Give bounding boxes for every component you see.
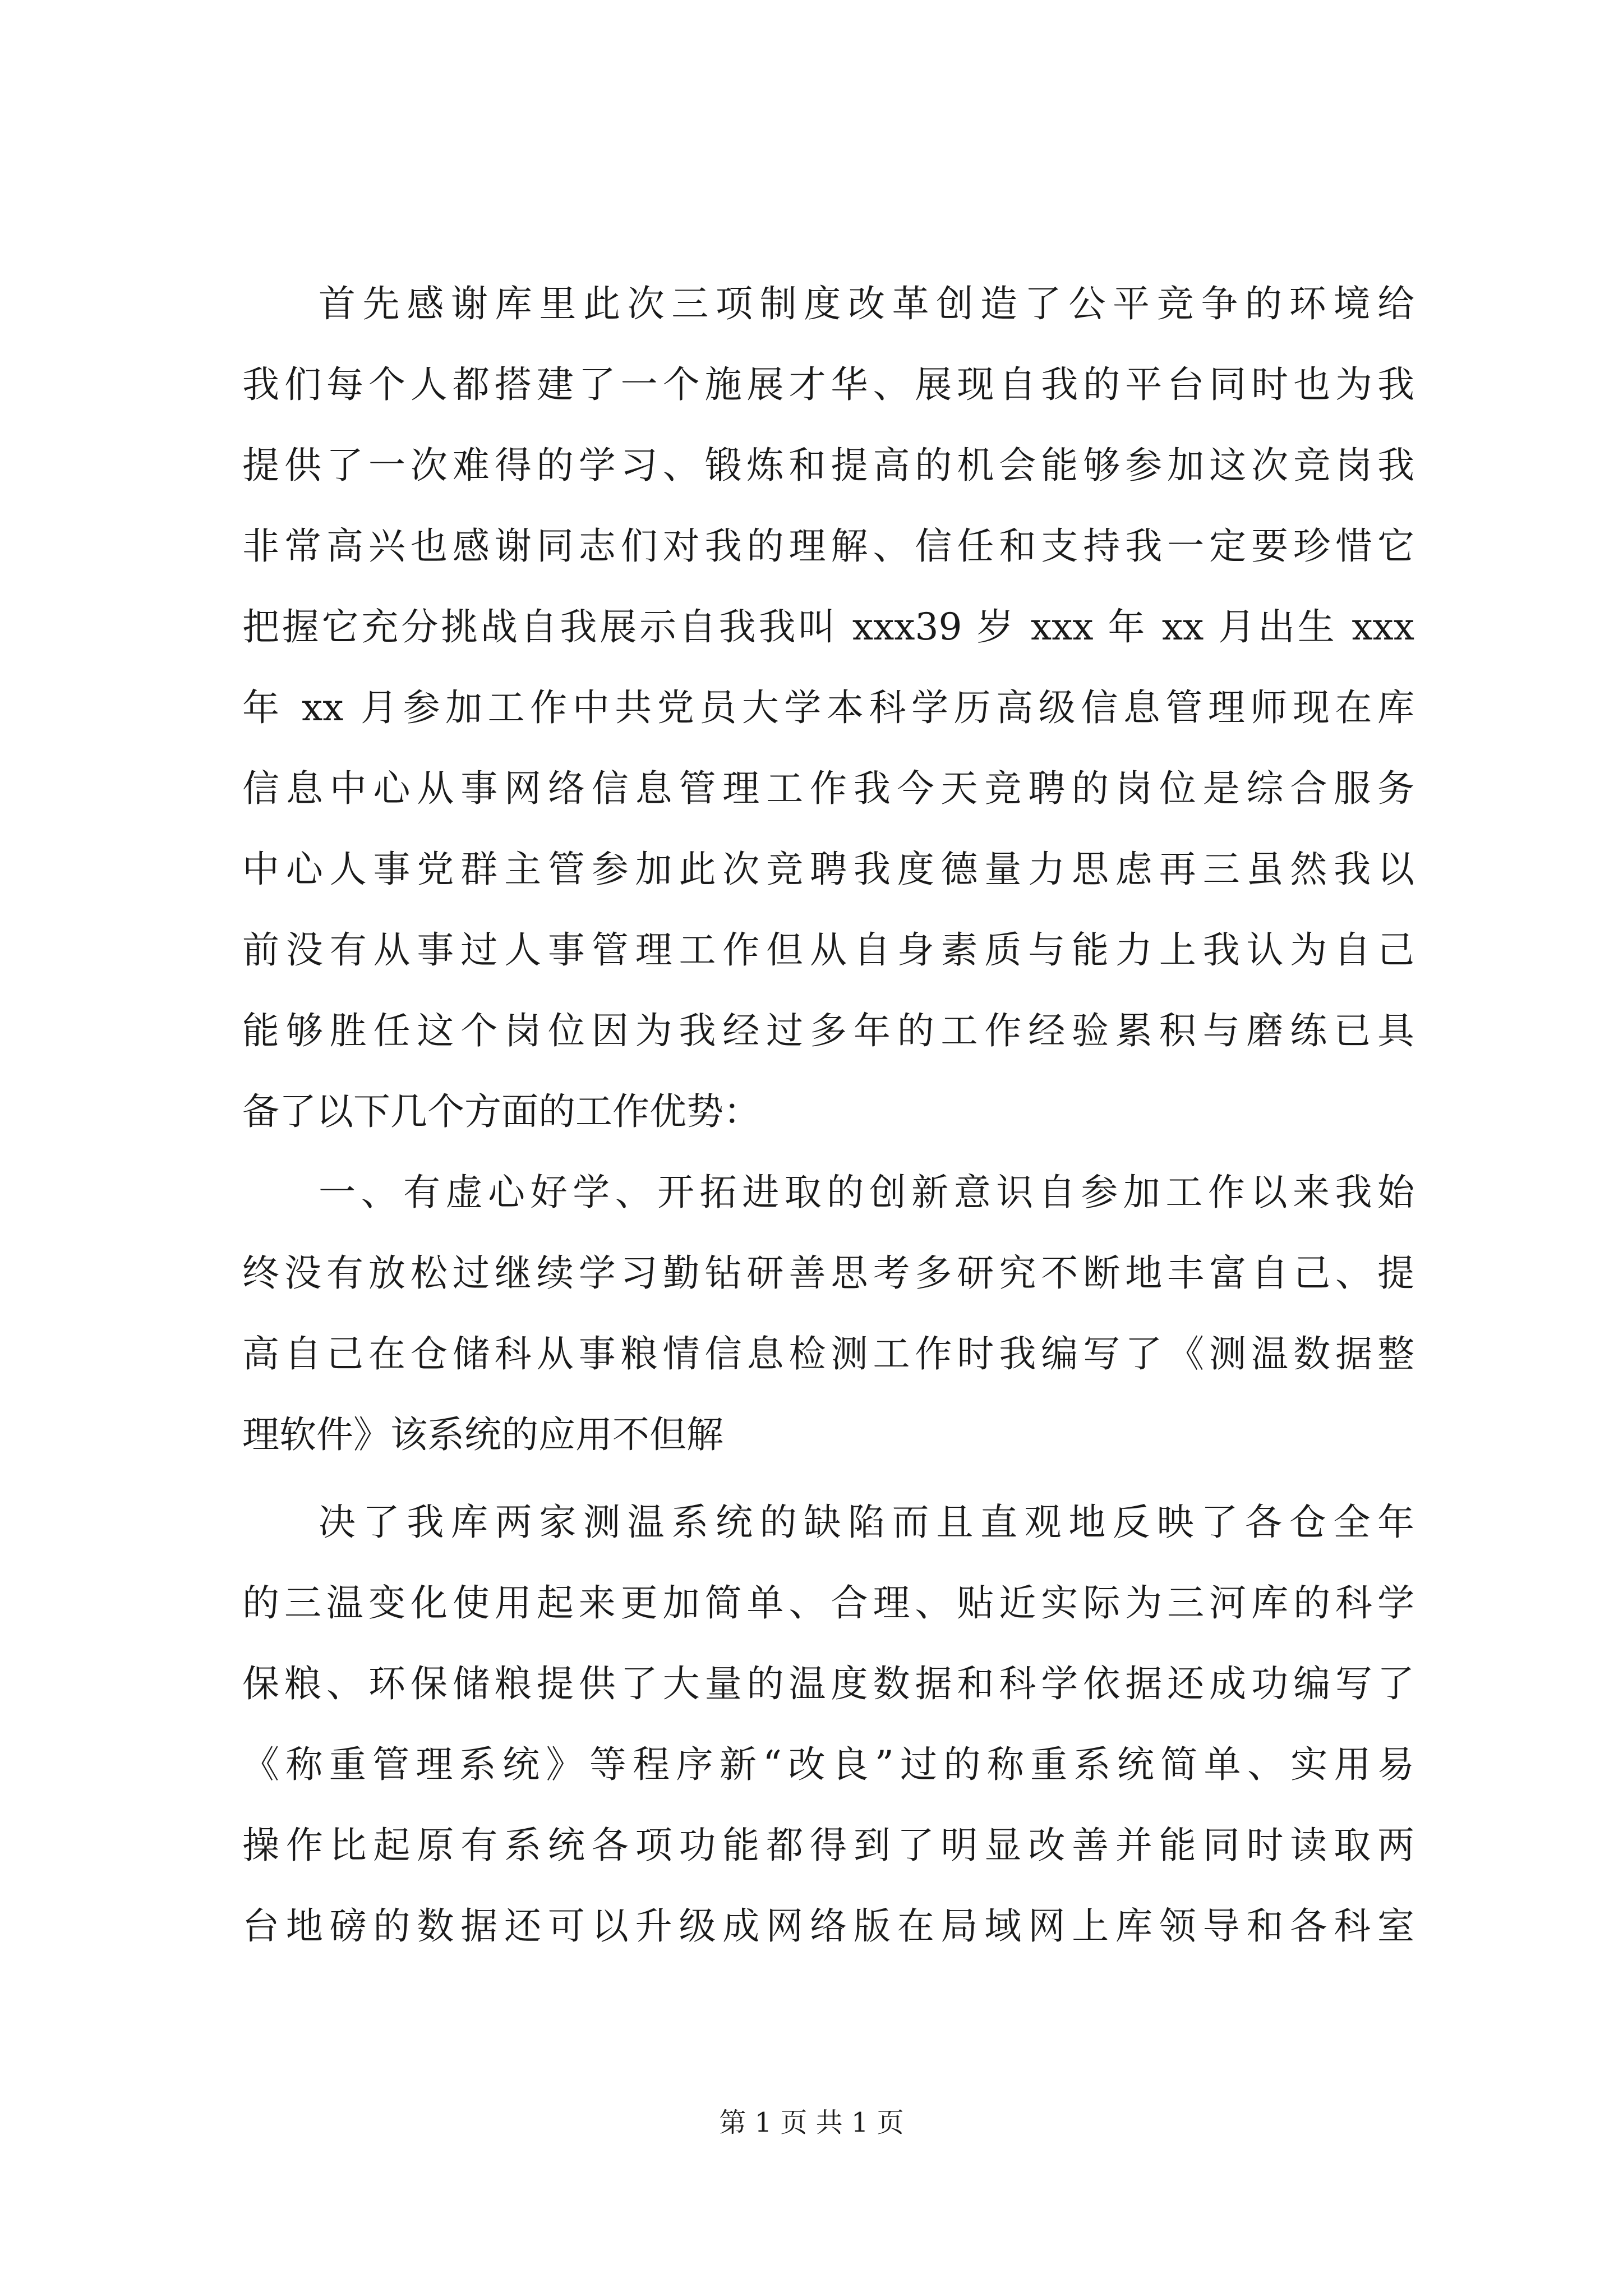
paragraph-2-line-3: 高自己在仓储科从事粮情信息检测工作时我编写了《测温数据整 (242, 1332, 1414, 1375)
paragraph-gap (242, 1475, 1414, 1482)
paragraph-1-line-5: 把握它充分挑战自我展示自我我叫 xxx39 岁 xxx 年 xx 月出生 xxx (242, 605, 1414, 648)
paragraph-2-line-4: 理软件》该系统的应用不但解 (242, 1413, 723, 1456)
paragraph-1-line-6: 年 xx 月参加工作中共党员大学本科学历高级信息管理师现在库 (242, 686, 1414, 729)
paragraph-2-line-1: 一、有虚心好学、开拓进取的创新意识自参加工作以来我始 (319, 1171, 1414, 1214)
paragraph-1-line-4: 非常高兴也感谢同志们对我的理解、信任和支持我一定要珍惜它 (242, 524, 1414, 568)
paragraph-3-line-3: 保粮、环保储粮提供了大量的温度数据和科学依据还成功编写了 (242, 1662, 1414, 1705)
paragraph-1-line-2: 我们每个人都搭建了一个施展才华、展现自我的平台同时也为我 (242, 363, 1414, 406)
paragraph-3-line-5: 操作比起原有系统各项功能都得到了明显改善并能同时读取两 (242, 1824, 1414, 1867)
page-footer: 第 1 页 共 1 页 (719, 2107, 904, 2138)
paragraph-1-line-3: 提供了一次难得的学习、锻炼和提高的机会能够参加这次竞岗我 (242, 444, 1414, 487)
paragraph-3-line-2: 的三温变化使用起来更加简单、合理、贴近实际为三河库的科学 (242, 1581, 1414, 1625)
paragraph-1-line-7: 信息中心从事网络信息管理工作我今天竞聘的岗位是综合服务 (242, 767, 1414, 810)
paragraph-3-line-1: 决了我库两家测温系统的缺陷而且直观地反映了各仓全年 (319, 1501, 1414, 1544)
paragraph-2-line-2: 终没有放松过继续学习勤钻研善思考多研究不断地丰富自己、提 (242, 1251, 1414, 1295)
paragraph-3-line-6: 台地磅的数据还可以升级成网络版在局域网上库领导和各科室 (242, 1904, 1414, 1948)
document-body (242, 264, 1414, 1967)
paragraph-1-line-8: 中心人事党群主管参加此次竞聘我度德量力思虑再三虽然我以 (242, 848, 1414, 891)
paragraph-1-line-1: 首先感谢库里此次三项制度改革创造了公平竞争的环境给 (319, 282, 1414, 325)
paragraph-1-line-10: 能够胜任这个岗位因为我经过多年的工作经验累积与磨练已具 (242, 1009, 1414, 1052)
paragraph-1-line-9: 前没有从事过人事管理工作但从自身素质与能力上我认为自己 (242, 928, 1414, 972)
paragraph-1-line-11: 备了以下几个方面的工作优势： (242, 1090, 760, 1133)
paragraph-3-line-4: 《称重管理系统》等程序新“改良”过的称重系统简单、实用易 (242, 1743, 1414, 1786)
